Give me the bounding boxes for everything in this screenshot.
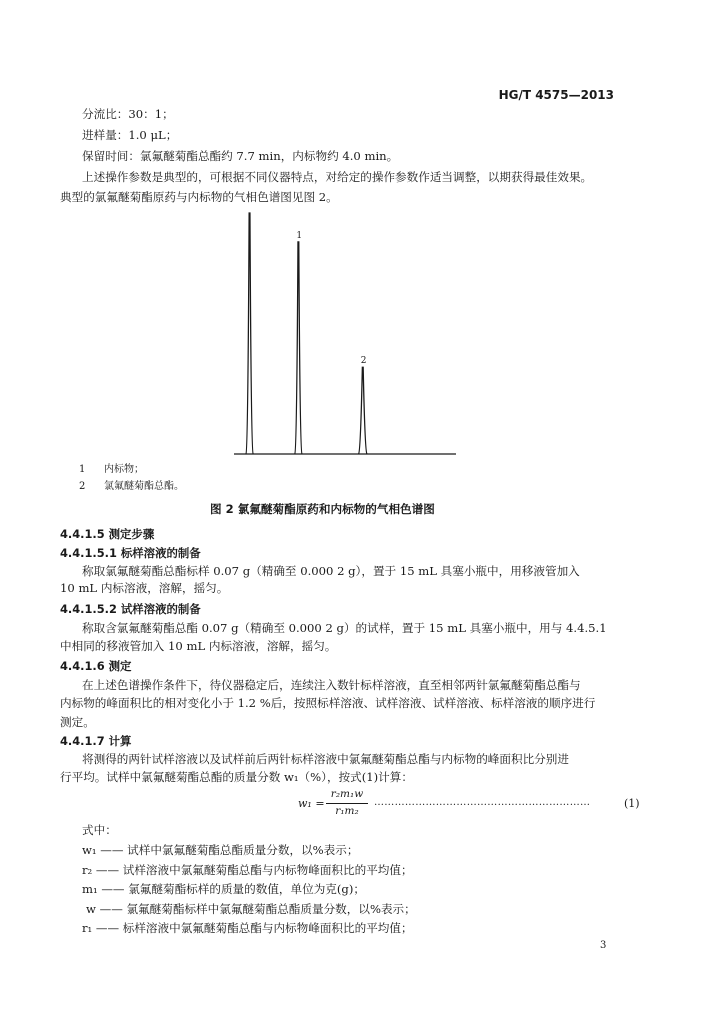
chromatogram-peak-3 <box>359 367 367 454</box>
chromatogram-peak-label-2: 1 <box>296 230 303 241</box>
heading-4-4-1-6: 4.4.1.6 测定 <box>60 659 132 673</box>
chromatogram <box>230 205 460 460</box>
heading-4-4-1-5-1: 4.4.1.5.1 标样溶液的制备 <box>60 546 201 560</box>
chromatogram-peak-1 <box>246 213 253 454</box>
para-sample-line-1: 称取含氯氟醚菊酯总酯 0.07 g（精确至 0.000 2 g）的试样，置于 15 mL 具塞小瓶中，用与 4.4.5.1 <box>82 621 607 635</box>
formula-lhs: w₁ = <box>298 797 325 810</box>
where-item-w1: w₁ —— 试样中氯氟醚菊酯总酯质量分数，以%表示； <box>82 843 359 857</box>
chromatogram-peak-label-3: 2 <box>360 356 367 367</box>
heading-4-4-1-5-2: 4.4.1.5.2 试样溶液的制备 <box>60 602 201 616</box>
chromatogram-peak-2 <box>295 242 302 454</box>
formula-denominator: r₁m₂ <box>335 805 359 817</box>
note-line-1: 上述操作参数是典型的，可根据不同仪器特点，对给定的操作参数作适当调整，以期获得最佳效果。 <box>82 170 593 184</box>
where-item-w: w —— 氯氟醚菊酯标样中氯氟醚菊酯总酯质量分数，以%表示； <box>86 902 416 916</box>
para-measure-line-3: 测定。 <box>60 715 95 729</box>
para-standard-line-1: 称取氯氟醚菊酯总酯标样 0.07 g（精确至 0.000 2 g），置于 15 mL 具塞小瓶中，用移液管加入 <box>82 564 580 578</box>
where-item-r2: r₂ —— 试样溶液中氯氟醚菊酯总酯与内标物峰面积比的平均值； <box>82 863 413 877</box>
formula-numerator: r₂m₁w <box>330 788 364 800</box>
split-ratio: 分流比：30：1； <box>82 107 174 121</box>
legend-num-2: 2 <box>79 481 86 492</box>
legend-num-1: 1 <box>79 464 86 475</box>
para-measure-line-2: 内标物的峰面积比的相对变化小于 1.2 %后，按照标样溶液、试样溶液、试样溶液、标样溶液的顺序进行 <box>60 696 596 710</box>
legend-text-2: 氯氟醚菊酯总酯。 <box>104 481 184 492</box>
formula-leaders: ……………………………………………………… <box>374 797 591 808</box>
legend-text-1: 内标物； <box>104 464 144 475</box>
formula-number: (1) <box>624 797 640 810</box>
where-item-m1: m₁ —— 氯氟醚菊酯标样的质量的数值，单位为克(g)； <box>82 882 365 896</box>
standard-number: HG/T 4575—2013 <box>498 88 614 102</box>
heading-4-4-1-5: 4.4.1.5 测定步骤 <box>60 527 155 541</box>
para-standard-line-2: 10 mL 内标溶液，溶解，摇匀。 <box>60 581 229 595</box>
para-calc-line-1: 将测得的两针试样溶液以及试样前后两针标样溶液中氯氟醚菊酯总酯与内标物的峰面积比分别进 <box>82 752 569 766</box>
where-intro: 式中： <box>82 823 117 837</box>
heading-4-4-1-7: 4.4.1.7 计算 <box>60 734 132 748</box>
injection-volume: 进样量：1.0 μL； <box>82 128 178 142</box>
where-item-r1: r₁ —— 标样溶液中氯氟醚菊酯总酯与内标物峰面积比的平均值； <box>82 921 413 935</box>
page-number: 3 <box>600 940 607 951</box>
note-line-2: 典型的氯氟醚菊酯原药与内标物的气相色谱图见图 2。 <box>60 190 338 204</box>
formula-fraction-bar <box>326 803 368 804</box>
para-measure-line-1: 在上述色谱操作条件下，待仪器稳定后，连续注入数针标样溶液，直至相邻两针氯氟醚菊酯总酯与 <box>82 678 581 692</box>
figure-caption: 图 2 氯氟醚菊酯原药和内标物的气相色谱图 <box>210 502 435 516</box>
para-calc-line-2: 行平均。试样中氯氟醚菊酯总酯的质量分数 w₁（%），按式(1)计算： <box>60 770 413 784</box>
retention-time: 保留时间：氯氟醚菊酯总酯约 7.7 min，内标物约 4.0 min。 <box>82 149 399 163</box>
para-sample-line-2: 中相同的移液管加入 10 mL 内标溶液，溶解，摇匀。 <box>60 639 337 653</box>
